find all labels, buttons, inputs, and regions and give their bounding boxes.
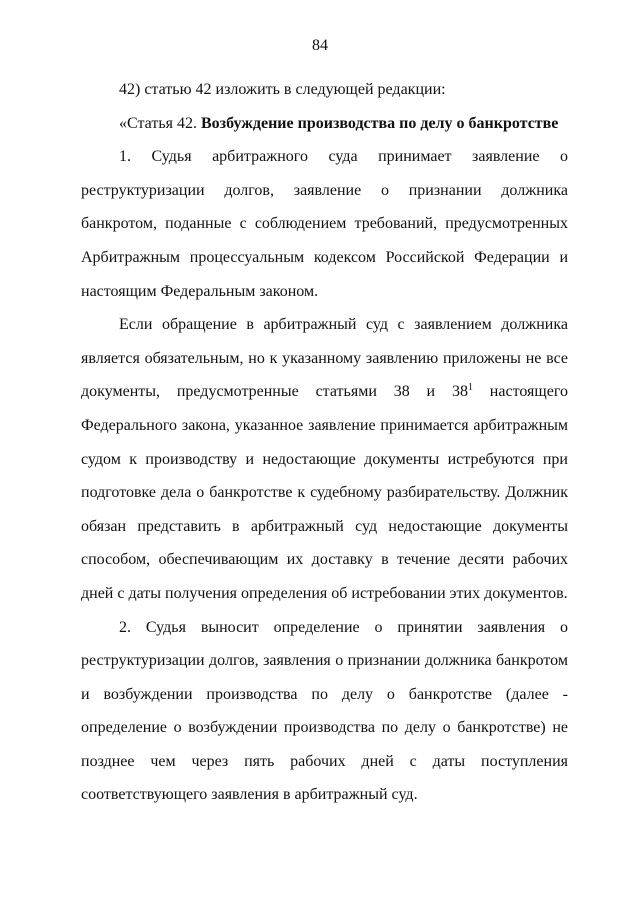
superscript-1: 1 <box>467 382 473 394</box>
paragraph-2-part-1: Если обращение в арбитражный суд с заявлением должника является обязательным, но к указанному заявлению приложены не все документы, предусмотренные статьями 38 и 38 <box>81 316 568 401</box>
amendment-intro: 42) статью 42 изложить в следующей редакции: <box>119 81 446 98</box>
paragraph-2 <box>81 308 568 610</box>
paragraph-2-part-2: настоящего Федерального закона, указанное заявление принимается арбитражным судом к производству и недостающие документы истребуются при подготовке дела о банкротстве к судебному разбирательству. Должник обязан представить в арбитражный суд недостающие документы способом, обеспечивающим их доставку в течение десяти рабочих дней с даты получения определения об истребовании этих документов. <box>81 383 568 602</box>
document-body <box>81 73 568 812</box>
page-number: 84 <box>312 37 328 54</box>
article-heading <box>81 107 568 141</box>
paragraph-3: 2. Судья выносит определение о принятии заявления о реструктуризации долгов, заявления о признании должника банкротом и возбуждении производства по делу о банкротстве (далее - определение о возбуждении производства по делу о банкротстве) не позднее чем через пять рабочих дней с даты поступления соответствующего заявления в арбитражный суд. <box>81 618 568 804</box>
article-prefix: «Статья 42. <box>119 114 197 132</box>
paragraph-1: 1. Судья арбитражного суда принимает заявление о реструктуризации долгов, заявление о признании должника банкротом, поданные с соблюдением требований, предусмотренных Арбитражным процессуальным кодексом Российской Федерации и настоящим Федеральным законом. <box>81 148 568 300</box>
article-title: Возбуждение производства по делу о банкротстве <box>200 114 559 132</box>
